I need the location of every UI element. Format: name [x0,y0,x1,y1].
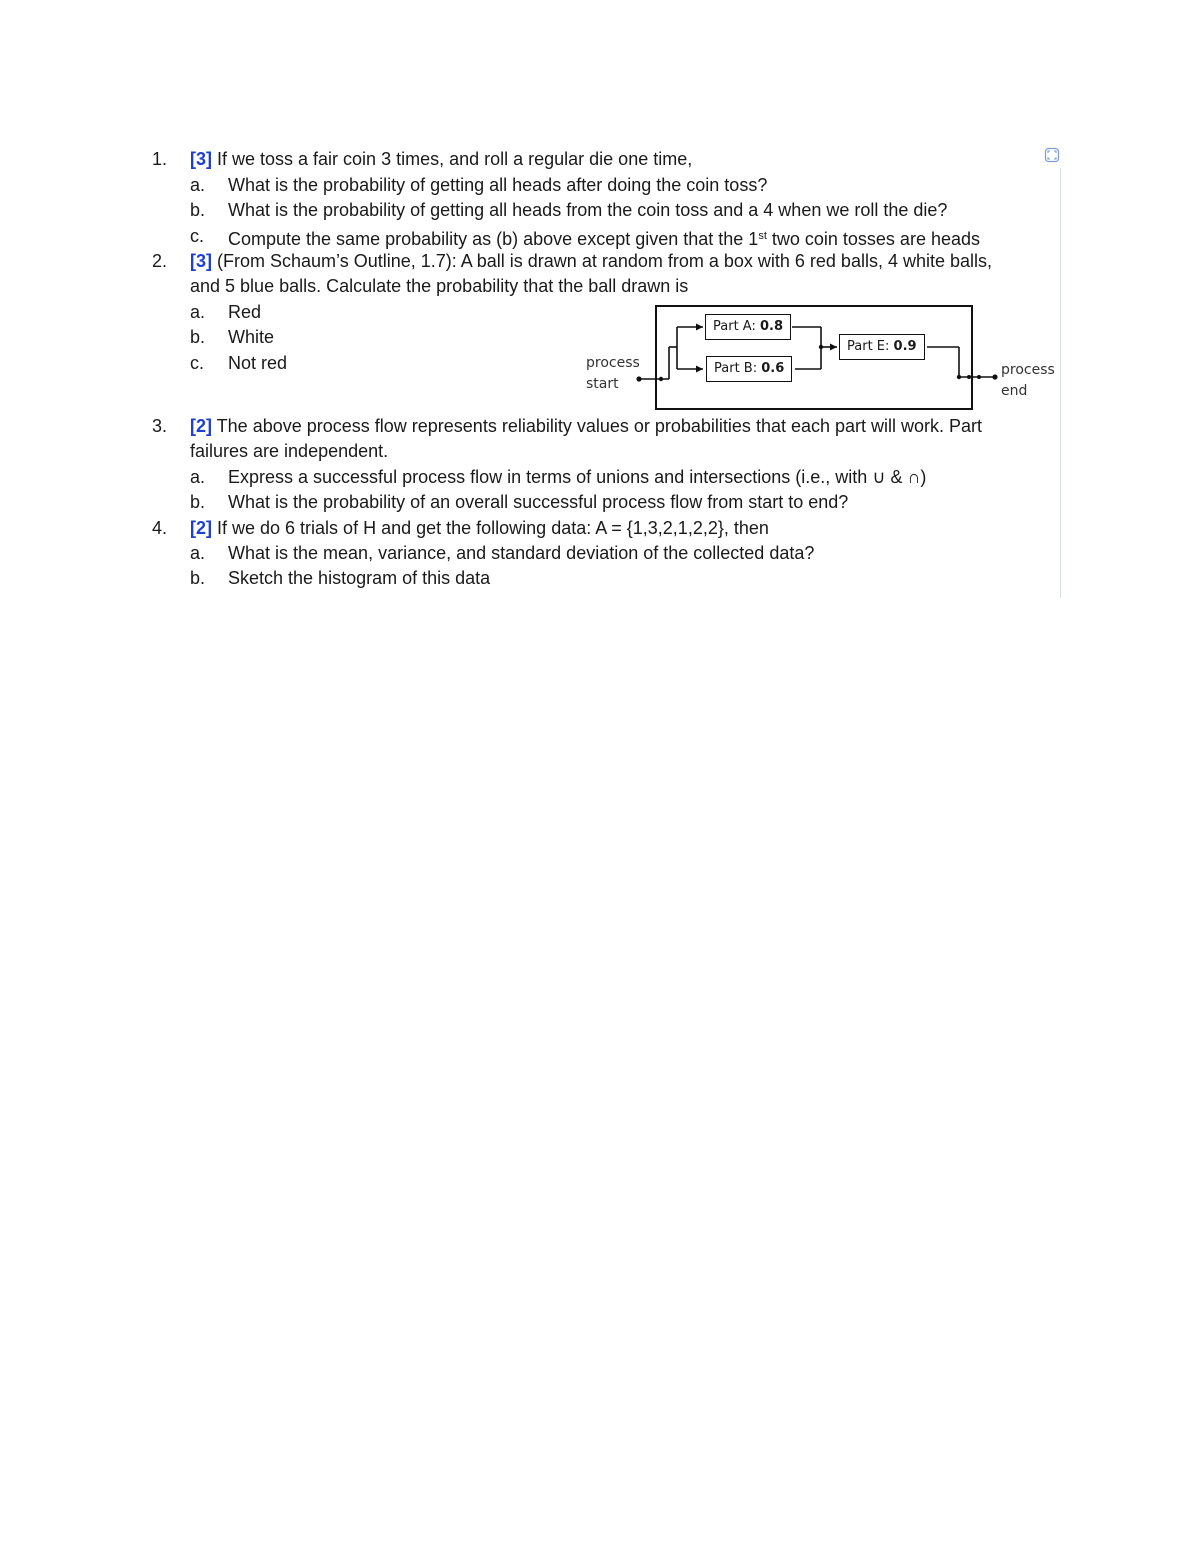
question-number: 2. [152,251,168,271]
question-number: 3. [152,416,168,436]
part-label: a. [190,302,206,322]
question-body: If we toss a fair coin 3 times, and roll a regular die one time, [212,149,693,169]
points-badge: [2] [190,416,212,436]
process-start-label-1: process [586,355,640,371]
question-text [190,250,992,272]
part-label: b. [190,200,206,220]
question-text-cont: failures are independent. [190,441,389,461]
part-label: c. [190,226,205,246]
part-text: Red [228,302,262,322]
part-text: Express a successful process flow in terms of unions and intersections (i.e., with ∪ & ∩) [228,467,927,487]
points-badge: [3] [190,149,212,169]
part-text: What is the probability of an overall successful process flow from start to end? [228,492,849,512]
process-start-label-2: start [586,376,619,392]
diagram-wires [585,305,1055,415]
question-number: 4. [152,518,168,538]
process-end-label-2: end [1001,383,1028,399]
process-flow-diagram [585,305,1055,415]
question-text [190,148,692,170]
part-label: a. [190,543,206,563]
part-e-name: Part E: [847,339,894,354]
part-b-name: Part B: [714,361,762,376]
question-body: (From Schaum’s Outline, 1.7): A ball is drawn at random from a box with 6 red balls, 4 white balls, [212,251,993,271]
points-badge: [3] [190,251,212,271]
question-text-cont: and 5 blue balls. Calculate the probability that the ball drawn is [190,276,689,296]
part-b-value: 0.6 [761,361,785,376]
question-text [190,517,769,539]
process-end-label-1: process [1001,362,1055,378]
part-e-value: 0.9 [893,339,917,354]
part-a-name: Part A: [713,319,760,334]
part-text: What is the probability of getting all heads after doing the coin toss? [228,175,768,195]
part-b-box [706,356,792,382]
part-label: a. [190,467,206,487]
part-e-box [839,334,925,360]
question-body: The above process flow represents reliability values or probabilities that each part will work. Part [212,416,983,436]
expand-icon[interactable] [1044,147,1060,163]
question-body: If we do 6 trials of H and get the following data: A = {1,3,2,1,2,2}, then [212,518,769,538]
margin-rule [1060,168,1061,598]
part-a-box [705,314,791,340]
part-label: b. [190,327,206,347]
part-label: c. [190,353,205,373]
part-label: a. [190,175,206,195]
part-a-value: 0.8 [759,319,784,334]
question-text [190,415,982,437]
part-text: What is the probability of getting all heads from the coin toss and a 4 when we roll the die? [228,200,948,220]
part-text: Sketch the histogram of this data [228,568,491,588]
part-label: b. [190,568,206,588]
part-text-post: two coin tosses are heads [766,229,980,249]
part-text [228,225,980,250]
part-label: b. [190,492,206,512]
superscript: st [758,230,767,242]
part-text: What is the mean, variance, and standard deviation of the collected data? [228,543,815,563]
part-text-pre: Compute the same probability as (b) above except given that the 1 [228,229,759,249]
part-text: White [228,327,275,347]
question-number: 1. [152,149,168,169]
part-text: Not red [228,353,288,373]
points-badge: [2] [190,518,212,538]
